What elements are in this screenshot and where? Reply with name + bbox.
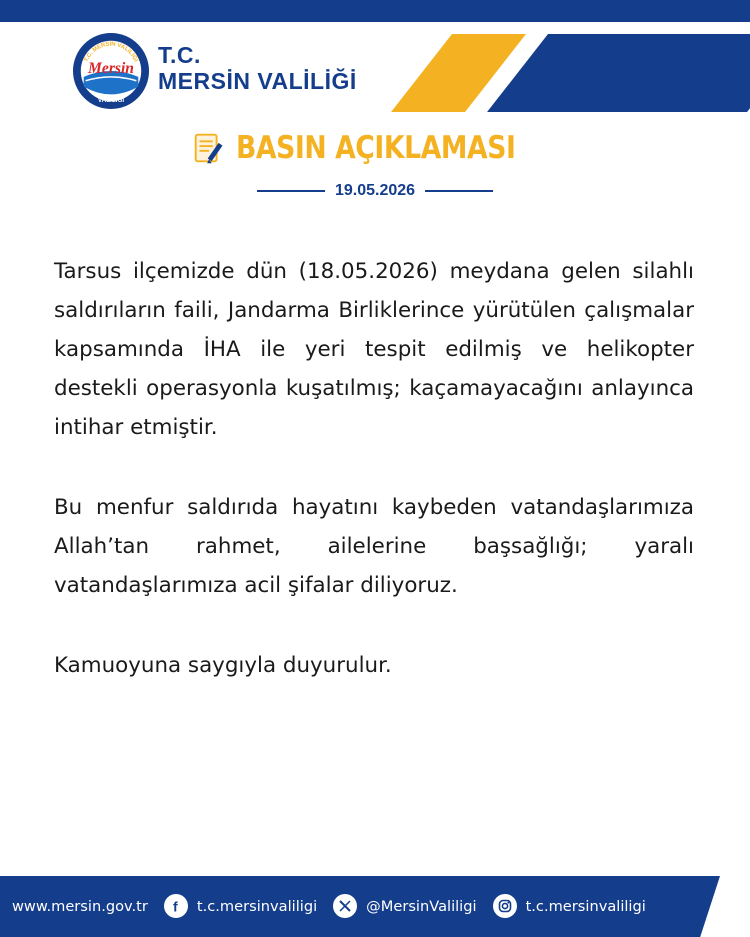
x-icon (333, 894, 357, 918)
date-row (0, 182, 750, 200)
x-handle[interactable]: @MersinValiligi (366, 897, 477, 915)
press-heading (0, 128, 750, 173)
website-link[interactable]: www.mersin.gov.tr (12, 897, 148, 915)
logo-bottom-text: VALİLİĞİ (97, 97, 125, 105)
org-line1: T.C. (158, 42, 201, 68)
paragraph-1: Tarsus ilçemizde dün (18.05.2026) meydana gelen silahlı saldırıların faili, Jandarma Birliklerince yürütülen çalışmalar kapsamında İHA ile yeri tespit edilmiş ve helikopter destekli operasyonla kuşatılmış; kaçamayacağını anlayınca intihar etmiştir. (54, 259, 694, 440)
date-divider-left (257, 190, 325, 192)
instagram-handle[interactable]: t.c.mersinvaliligi (525, 897, 646, 915)
facebook-icon (164, 894, 188, 918)
instagram-icon (493, 894, 517, 918)
footer (0, 876, 750, 937)
press-title: BASIN AÇIKLAMASI (235, 130, 515, 166)
logo-center-text: Mersin (88, 59, 134, 77)
date-divider-right (425, 190, 493, 192)
top-bar (0, 0, 750, 22)
org-line2: MERSİN VALİLİĞİ (158, 68, 357, 94)
paragraph-3: Kamuoyuna saygıyla duyurulur. (54, 653, 392, 678)
mersin-logo (72, 32, 150, 110)
facebook-handle[interactable]: t.c.mersinvaliligi (196, 897, 318, 915)
header-title (158, 42, 357, 94)
logo-top-text: T.C. MERSİN VALİLİĞİ (83, 41, 139, 63)
paragraph-2: Bu menfur saldırıda hayatını kaybeden vatandaşlarımıza Allah’tan rahmet, ailelerine başsağlığı; yaralı vatandaşlarımıza acil şifalar diliyoruz. (54, 495, 694, 598)
press-date: 19.05.2026 (334, 182, 416, 199)
svg-text:f: f (172, 899, 178, 913)
document-pen-icon (190, 128, 228, 168)
statement-body (54, 252, 694, 726)
blue-stripe (487, 34, 750, 112)
